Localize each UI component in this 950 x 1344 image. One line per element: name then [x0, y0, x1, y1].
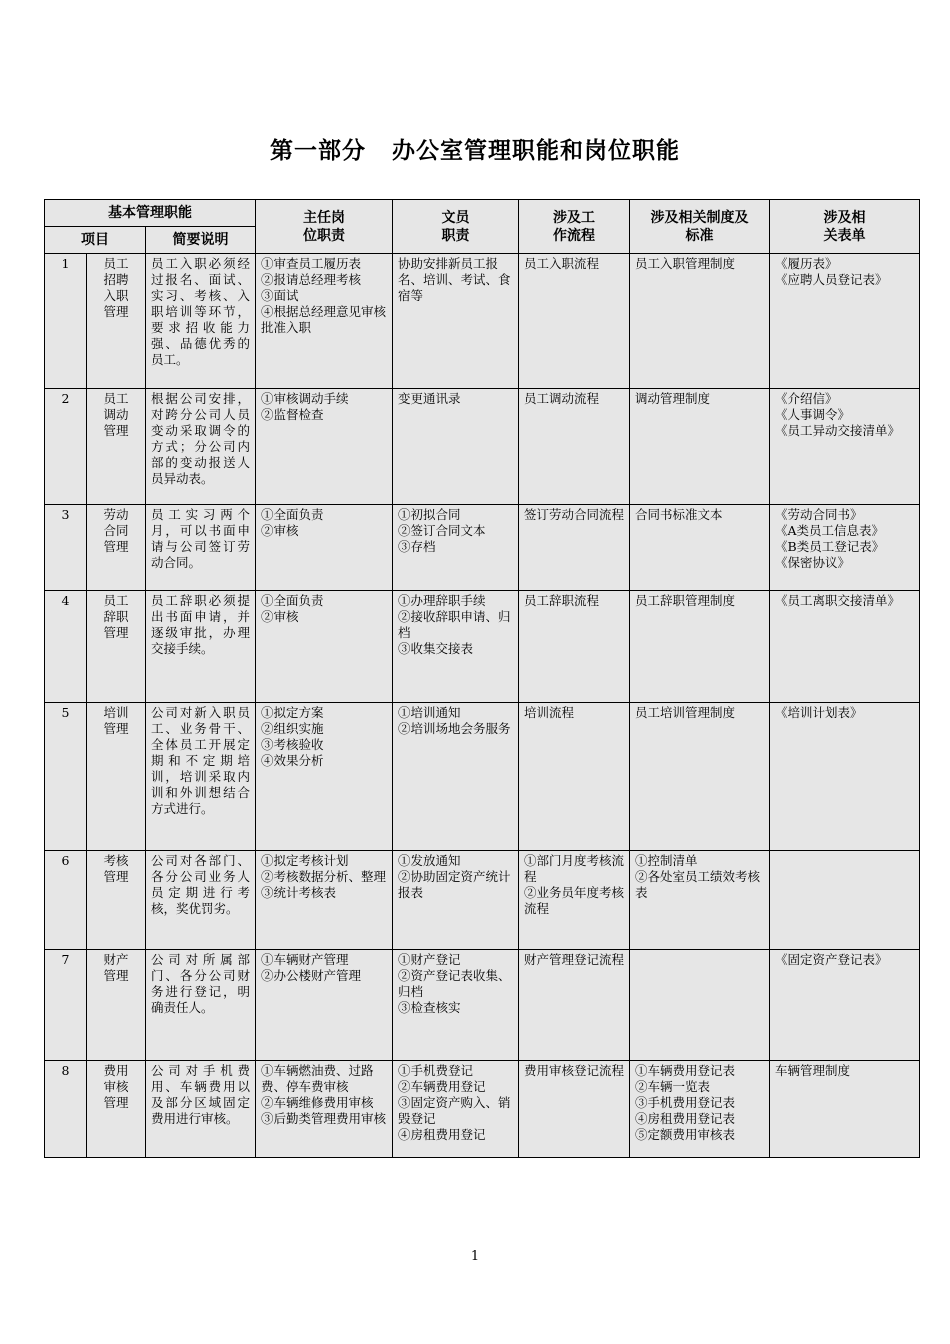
cell-line: ②接收辞职申请、归档: [398, 609, 511, 640]
cell-line: ①审核调动手续: [261, 391, 349, 406]
cell-line: ③面试: [261, 288, 299, 303]
cell-line: ④根据总经理意见审核批准入职: [261, 304, 387, 335]
table-row: [45, 591, 920, 703]
row-description: 员工辞职必须提出书面申请，并逐级审批，办理交接手续。: [146, 591, 256, 703]
row-clerk-duties: [393, 950, 519, 1061]
cell-line: 员工入职管理制度: [635, 256, 736, 271]
header-description: 简要说明: [146, 227, 256, 254]
item-label: 培训管理: [103, 705, 129, 736]
row-systems: [630, 254, 770, 389]
row-description: 公司对新入职员工、业务骨干、全体员工开展定期和不定期培训，培训采取内训和外训想结合方式进行。: [146, 703, 256, 851]
cell-line: 财产管理登记流程: [524, 952, 625, 967]
table-row: [45, 254, 920, 389]
cell-line: ②资产登记表收集、归档: [398, 968, 511, 999]
row-number: 3: [45, 505, 87, 591]
item-label: 费用审核管理: [103, 1063, 129, 1110]
cell-line: ②考核数据分析、整理: [261, 869, 387, 884]
cell-line: ①发放通知: [398, 853, 461, 868]
table-row: [45, 505, 920, 591]
item-label: 劳动合同管理: [103, 507, 129, 554]
row-item-name: [87, 1061, 146, 1158]
cell-line: ③手机费用登记表: [635, 1095, 736, 1110]
cell-line: 员工入职流程: [524, 256, 600, 271]
cell-line: ②车辆一览表: [635, 1079, 711, 1094]
cell-line: 签订劳动合同流程: [524, 507, 625, 522]
title-text: 办公室管理职能和岗位职能: [392, 138, 680, 164]
row-director-duties: [256, 591, 393, 703]
cell-line: ②车辆维修费用审核: [261, 1095, 374, 1110]
cell-line: 合同书标准文本: [635, 507, 723, 522]
row-description: 公司对手机费用、车辆费用以及部分区域固定费用进行审核。: [146, 1061, 256, 1158]
row-description: 员工实习两个月，可以书面申请与公司签订劳动合同。: [146, 505, 256, 591]
row-forms: [770, 505, 920, 591]
cell-line: ①车辆燃油费、过路费、停车费审核: [261, 1063, 374, 1094]
row-workflow: [519, 389, 630, 505]
cell-line: ③存档: [398, 539, 436, 554]
row-forms: [770, 389, 920, 505]
cell-line: 协助安排新员工报名、培训、考试、食宿等: [398, 256, 511, 303]
row-systems: [630, 389, 770, 505]
cell-line: ②各处室员工绩效考核表: [635, 869, 761, 900]
cell-line: 《员工异动交接清单》: [775, 423, 901, 438]
table-row: [45, 1061, 920, 1158]
table-row: [45, 950, 920, 1061]
row-item-name: [87, 389, 146, 505]
row-item-name: [87, 254, 146, 389]
cell-line: ①培训通知: [398, 705, 461, 720]
cell-line: 员工辞职流程: [524, 593, 600, 608]
row-number: 1: [45, 254, 87, 389]
cell-line: ②办公楼财产管理: [261, 968, 362, 983]
row-forms: [770, 254, 920, 389]
header-item: 项目: [45, 227, 146, 254]
cell-line: 费用审核登记流程: [524, 1063, 625, 1078]
item-label: 员工辞职管理: [103, 593, 129, 640]
cell-line: ③后勤类管理费用审核: [261, 1111, 387, 1126]
row-systems: [630, 851, 770, 950]
row-item-name: [87, 851, 146, 950]
row-clerk-duties: [393, 703, 519, 851]
header-basic-functions: 基本管理职能: [45, 200, 256, 227]
row-workflow: [519, 703, 630, 851]
row-systems: [630, 1061, 770, 1158]
item-label: 员工招聘入职管理: [103, 256, 129, 319]
cell-line: ①初拟合同: [398, 507, 461, 522]
row-forms: [770, 851, 920, 950]
table-row: [45, 703, 920, 851]
row-systems: [630, 591, 770, 703]
page-title: [0, 132, 950, 165]
row-workflow: [519, 1061, 630, 1158]
cell-line: ①财产登记: [398, 952, 461, 967]
cell-line: ③统计考核表: [261, 885, 337, 900]
cell-line: 《履历表》: [775, 256, 838, 271]
row-number: 2: [45, 389, 87, 505]
cell-line: 《保密协议》: [775, 555, 851, 570]
cell-line: ②业务员年度考核流程: [524, 885, 625, 916]
cell-line: ②培训场地会务服务: [398, 721, 511, 736]
row-director-duties: [256, 703, 393, 851]
cell-line: ②车辆费用登记: [398, 1079, 486, 1094]
cell-line: ④房租费用登记: [398, 1127, 486, 1142]
row-clerk-duties: [393, 591, 519, 703]
cell-line: 《培训计划表》: [775, 705, 863, 720]
row-clerk-duties: [393, 254, 519, 389]
row-forms: [770, 703, 920, 851]
row-workflow: [519, 851, 630, 950]
cell-line: 变更通讯录: [398, 391, 461, 406]
row-description: 根据公司安排，对跨分公司人员变动采取调令的方式；分公司内部的变动报送人员异动表。: [146, 389, 256, 505]
cell-line: 《介绍信》: [775, 391, 838, 406]
cell-line: ①控制清单: [635, 853, 698, 868]
item-label: 员工调动管理: [103, 391, 129, 438]
header-workflow: 涉及工 作流程: [519, 200, 630, 254]
cell-line: 车辆管理制度: [775, 1063, 851, 1078]
cell-line: 《人事调令》: [775, 407, 851, 422]
cell-line: 《应聘人员登记表》: [775, 272, 888, 287]
row-director-duties: [256, 1061, 393, 1158]
cell-line: ②审核: [261, 609, 299, 624]
row-number: 5: [45, 703, 87, 851]
row-item-name: [87, 950, 146, 1061]
row-workflow: [519, 950, 630, 1061]
row-number: 8: [45, 1061, 87, 1158]
title-part: 第一部分: [270, 138, 366, 164]
table-row: [45, 851, 920, 950]
row-systems: [630, 703, 770, 851]
cell-line: ①拟定方案: [261, 705, 324, 720]
cell-line: 《B类员工登记表》: [775, 539, 885, 554]
cell-line: 《员工离职交接清单》: [775, 593, 901, 608]
cell-line: ②监督检查: [261, 407, 324, 422]
cell-line: ①车辆财产管理: [261, 952, 349, 967]
cell-line: ②组织实施: [261, 721, 324, 736]
cell-line: ①拟定考核计划: [261, 853, 349, 868]
row-description: 员工入职必须经过报名、面试、实习、考核、入职培训等环节，要求招收能力强、品德优秀的员工。: [146, 254, 256, 389]
cell-line: 调动管理制度: [635, 391, 711, 406]
cell-line: 培训流程: [524, 705, 575, 720]
cell-line: ②签订合同文本: [398, 523, 486, 538]
cell-line: ③考核验收: [261, 737, 324, 752]
row-clerk-duties: [393, 851, 519, 950]
cell-line: 《劳动合同书》: [775, 507, 863, 522]
cell-line: 《A类员工信息表》: [775, 523, 885, 538]
cell-line: 员工调动流程: [524, 391, 600, 406]
header-clerk: 文员 职责: [393, 200, 519, 254]
row-workflow: [519, 505, 630, 591]
row-number: 6: [45, 851, 87, 950]
row-forms: [770, 950, 920, 1061]
row-director-duties: [256, 389, 393, 505]
row-systems: [630, 950, 770, 1061]
row-item-name: [87, 703, 146, 851]
row-number: 7: [45, 950, 87, 1061]
row-director-duties: [256, 851, 393, 950]
cell-line: ①车辆费用登记表: [635, 1063, 736, 1078]
cell-line: ②报请总经理考核: [261, 272, 362, 287]
table-body: [45, 254, 920, 1158]
row-description: 公司对所属部门、各分公司财务进行登记，明确责任人。: [146, 950, 256, 1061]
cell-line: ①办理辞职手续: [398, 593, 486, 608]
cell-line: ③检查核实: [398, 1000, 461, 1015]
header-forms: 涉及相 关表单: [770, 200, 920, 254]
header-director: 主任岗 位职责: [256, 200, 393, 254]
row-workflow: [519, 591, 630, 703]
page-number: 1: [470, 1249, 480, 1264]
cell-line: 员工培训管理制度: [635, 705, 736, 720]
cell-line: ②协助固定资产统计报表: [398, 869, 511, 900]
cell-line: 员工辞职管理制度: [635, 593, 736, 608]
table-row: [45, 389, 920, 505]
functions-table: [44, 199, 920, 1158]
cell-line: ①手机费登记: [398, 1063, 474, 1078]
cell-line: ①审查员工履历表: [261, 256, 362, 271]
cell-line: ③收集交接表: [398, 641, 474, 656]
row-director-duties: [256, 950, 393, 1061]
header-systems: 涉及相关制度及 标准: [630, 200, 770, 254]
cell-line: ②审核: [261, 523, 299, 538]
row-forms: [770, 1061, 920, 1158]
row-forms: [770, 591, 920, 703]
cell-line: 《固定资产登记表》: [775, 952, 888, 967]
cell-line: ③固定资产购入、销毁登记: [398, 1095, 511, 1126]
row-item-name: [87, 505, 146, 591]
row-clerk-duties: [393, 1061, 519, 1158]
row-number: 4: [45, 591, 87, 703]
row-clerk-duties: [393, 389, 519, 505]
cell-line: ①全面负责: [261, 507, 324, 522]
cell-line: ④效果分析: [261, 753, 324, 768]
row-director-duties: [256, 505, 393, 591]
row-systems: [630, 505, 770, 591]
row-director-duties: [256, 254, 393, 389]
cell-line: ⑤定额费用审核表: [635, 1127, 736, 1142]
row-item-name: [87, 591, 146, 703]
row-description: 公司对各部门、各分公司业务人员定期进行考核，奖优罚劣。: [146, 851, 256, 950]
cell-line: ④房租费用登记表: [635, 1111, 736, 1126]
item-label: 考核管理: [103, 853, 129, 884]
item-label: 财产管理: [103, 952, 129, 983]
cell-line: ①部门月度考核流程: [524, 853, 625, 884]
cell-line: ①全面负责: [261, 593, 324, 608]
row-clerk-duties: [393, 505, 519, 591]
row-workflow: [519, 254, 630, 389]
